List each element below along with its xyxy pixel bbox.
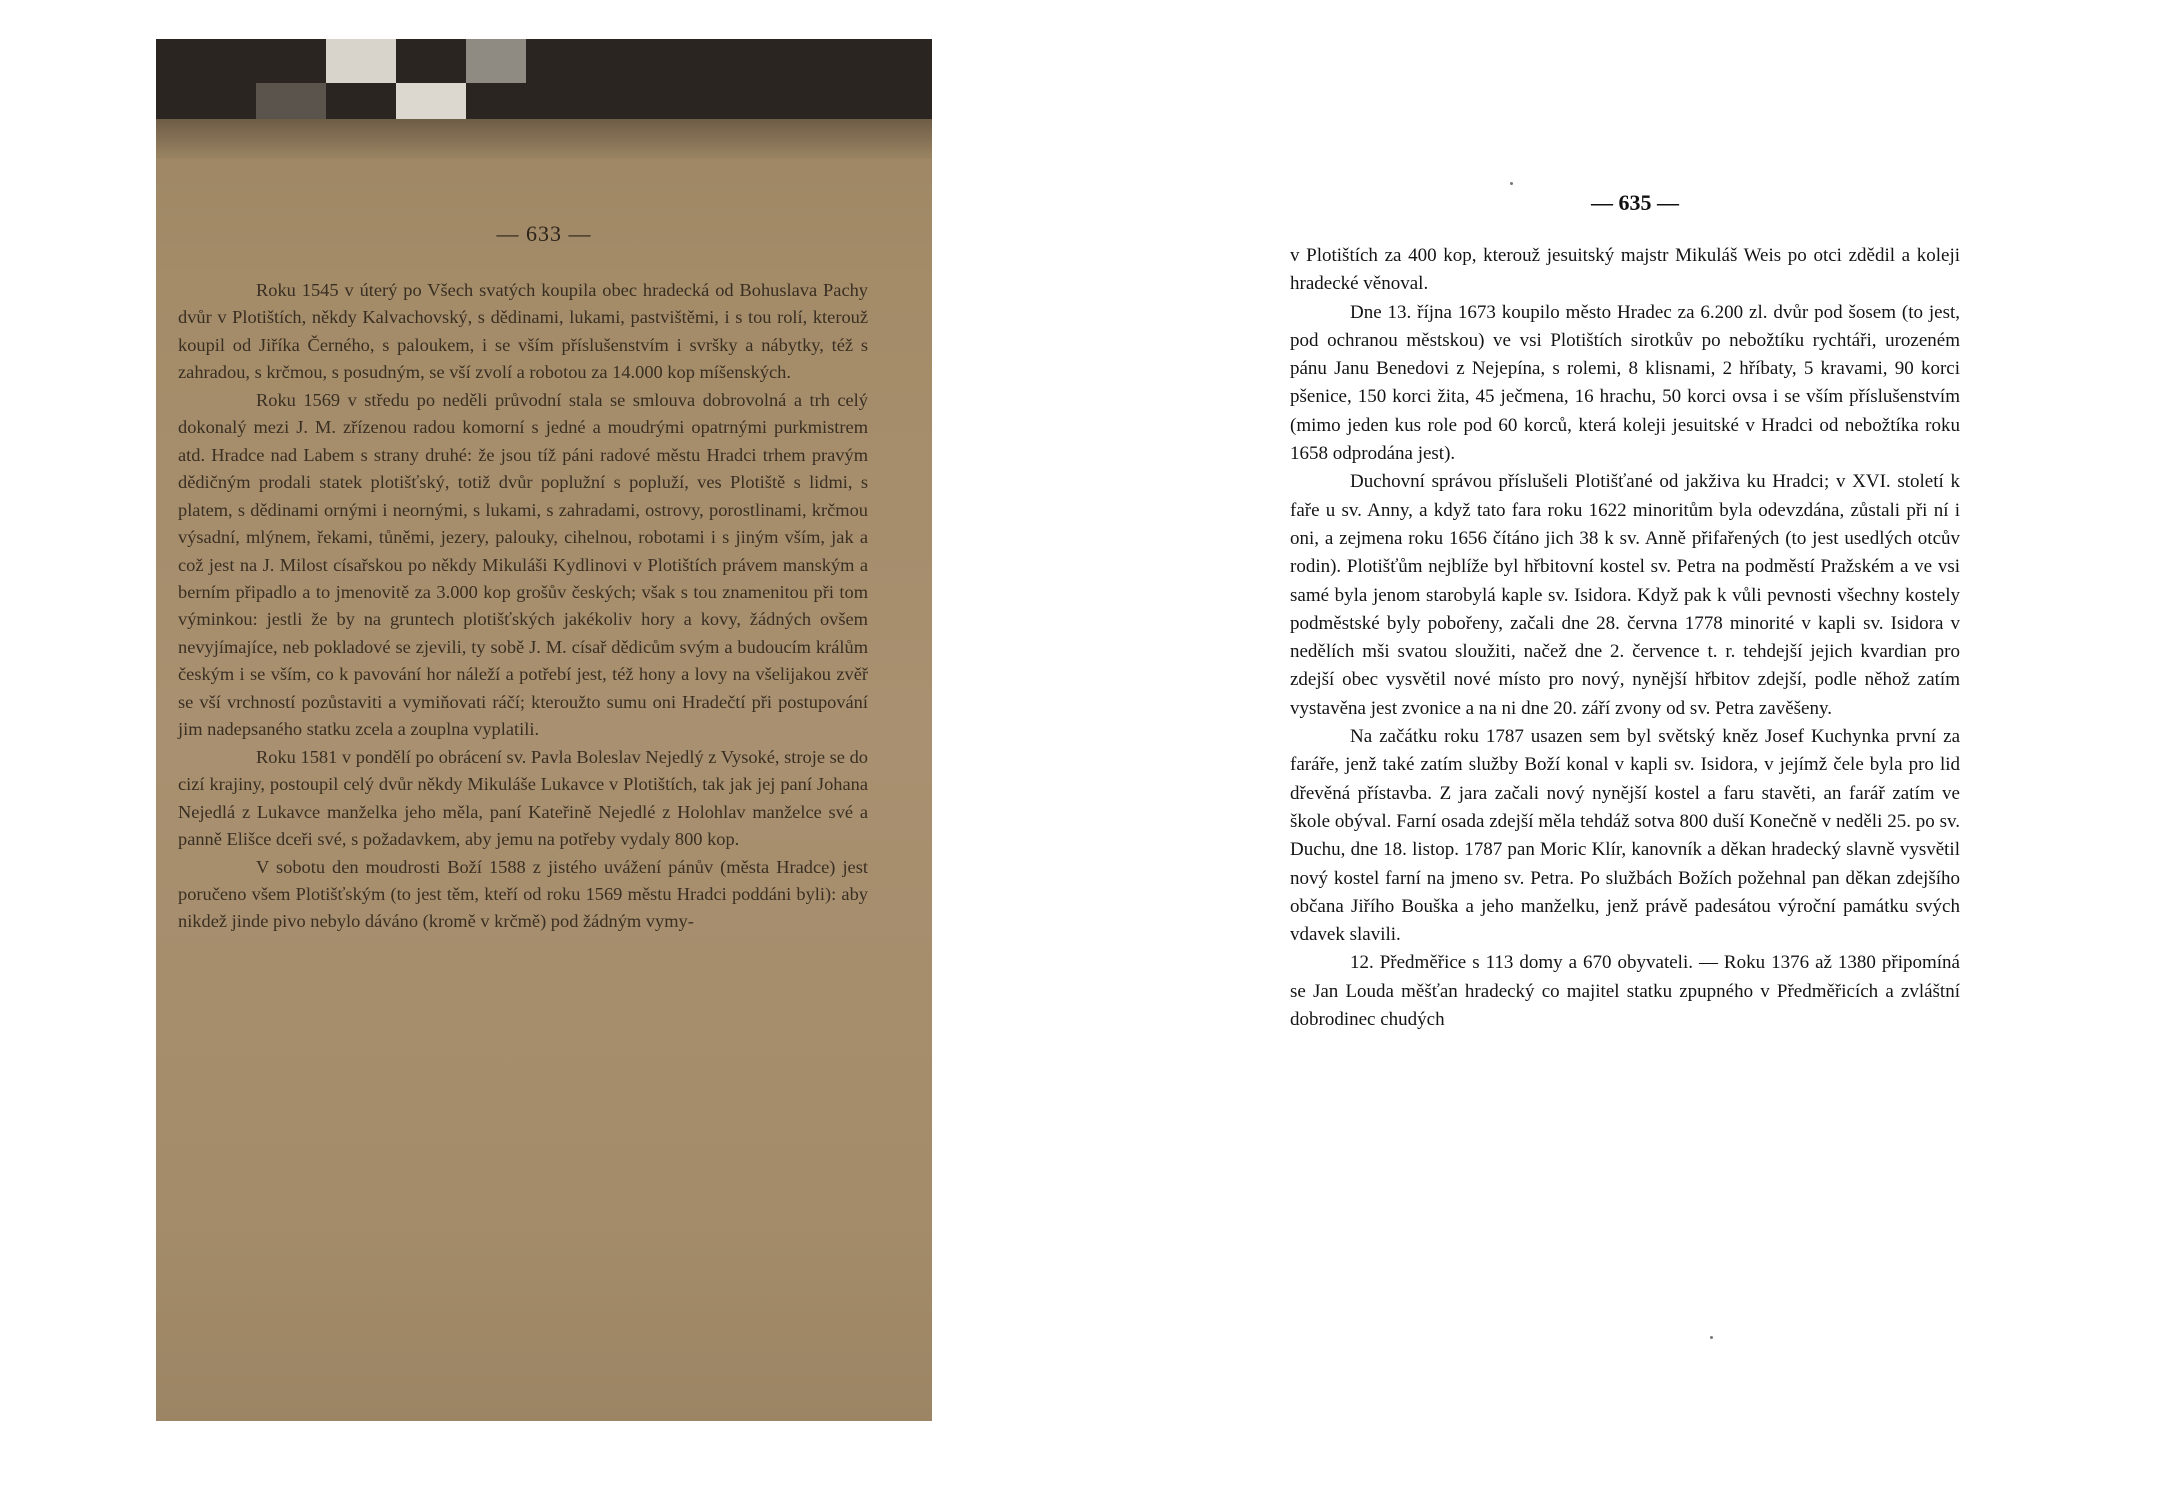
speck — [1710, 1336, 1713, 1339]
right-page-number: — 635 — — [1591, 190, 1679, 215]
right-paragraph-4: Na začátku roku 1787 usazen sem byl světský kněz Josef Kuchynka první za faráře, jenž také zatím služby Boží konal v kapli sv. Isidora, v jejímž čele byla pro lid dřevěná přístavba. Z jara začali nový nynější kostel a faru stavěti, an farář zatím ve škole obýval. Farní osada zdejší měla tehdáž sotva 800 duší Konečně v neděli 25. po sv. Duchu, dne 18. listop. 1787 pan Moric Klír, kanovník a děkan hradecký slavně vysvětil nový kostel farní na jmeno sv. Petra. Po službách Božích požehnal pan děkan zdejšího občana Jiřího Bouška a jeho manželku, jenž právě padesátou výroční památku svých vdavek slavili. — [1290, 726, 1960, 946]
scan-top-edge — [156, 39, 932, 119]
right-paragraph-3: Duchovní správou příslušeli Plotišťané od jakživa ku Hradci; v XVI. století k faře u sv. Anny, a když tato fara roku 1622 minoritům byla odevzdána, zůstali při ní i oni, a zejmena roku 1656 čítáno jich 38 k sv. Anně přifařených (to jest usedlých otcův rodin). Plotišťům nejblíže byl hřbitovní kostel sv. Petra na podměstí Pražském a ve vsi samé byla jenom starobylá kaple sv. Isidora. Když pak k vůli pevnosti všechny kostely podměstské byly pobořeny, začali dne 28. června 1778 minorité v kapli sv. Isidora v nedělích mši svatou sloužiti, načež dne 2. července t. r. tehdejší jejich kvardian pro zdejší obec vysvětil nové místo pro nový, nynější hřbitov zdejší, podle něhož zatím vystavěna jest zvonice a na ni dne 20. září zvony od sv. Petra zavěšeny. — [1290, 471, 1960, 719]
speck — [1510, 182, 1513, 185]
left-paragraph-3: Roku 1581 v pondělí po obrácení sv. Pavla Boleslav Nejedlý z Vysoké, stroje se do cizí krajiny, postoupil celý dvůr někdy Mikuláše Lukavce v Plotištích, tak jak jej paní Johana Nejedlá z Lukavce manželka jeho měla, paní Kateřině Nejedlé z Holohlav manželce své a panně Elišce dceři své, s požadavkem, aby jemu na potřeby vydaly 800 kop. — [178, 746, 868, 850]
left-scanned-page — [156, 39, 932, 1421]
left-paragraph-2: Roku 1569 v středu po neděli průvodní stala se smlouva dobrovolná a trh celý dokonalý mezi J. M. zřízenou radou komorní s jedné a moudrými opatrnými purkmistrem atd. Hradce nad Labem s strany druhé: že jsou tíž páni radové městu Hradci trhem pravým dědičným prodali statek plotišťský, totiž dvůr poplužní s popluží, ves Plotiště s lidmi, s platem, s dědinami ornými i neornými, s lukami, s zahradami, ostrovy, porostlinami, krčmou výsadní, mlýnem, řekami, tůněmi, jezery, palouky, cihelnou, robotami i s jiným vším, jak a což jest na J. Milost císařskou po někdy Mikuláši Kydlinovi v Plotištích právem manským a berním připadlo a to jmenovitě za 3.000 kop grošův českých; však s tou znamenitou při tom výminkou: jestli že by na gruntech plotišťských jakékoliv hory a kovy, žádných ovšem nevyjímajíce, neb pokladové se zjevili, ty sobě J. M. císař dědicům svým a budoucím králům českým i se vším, co k pavování hor náleží a potřebí jest, též hony a lovy na všelijakou zvěř se vší vrchností pozůstaviti a vymiňovati ráčí; kteroužto sumu oni Hradečtí při postupování jim nadepsaného statku zcela a zouplna vyplatili. — [178, 389, 868, 740]
left-page-text — [178, 277, 868, 936]
right-paragraph-5: 12. Předměřice s 113 domy a 670 obyvateli. — Roku 1376 až 1380 připomíná se Jan Louda měšťan hradecký co majitel statku zpupného v Předměřicích a zvláštní dobrodinec chudých — [1290, 952, 1960, 1031]
scan-shadow — [156, 119, 932, 159]
right-page — [1290, 190, 1960, 1310]
left-paragraph-1: Roku 1545 v úterý po Všech svatých koupila obec hradecká od Bohuslava Pachy dvůr v Plotištích, někdy Kalvachovský, s dědinami, lukami, pastvištěmi, i s tou rolí, kterouž koupil od Jiříka Černého, s paloukem, i se vším příslušenstvím i svršky a nábytky, též s zahradou, s krčmou, s posudným, se vší zvolí a robotou za 14.000 kop míšenských. — [178, 280, 868, 383]
right-paragraph-2: Dne 13. října 1673 koupilo město Hradec za 6.200 zl. dvůr pod šosem (to jest, pod ochranou městskou) ve vsi Plotištích sirotkův po nebožtíku rychtáři, urozeném pánu Janu Benedovi z Nejepína, s rolemi, 8 klisnami, 2 hříbaty, 5 kravami, 90 korci pšenice, 150 korci žita, 45 ječmena, 16 hrachu, 50 korci ovsa i se vším příslušenstvím (mimo jeden kus role pod 60 korců, která koleji jesuitské v Hradci od nebožtíka roku 1658 odprodána jest). — [1290, 301, 1960, 465]
right-page-text — [1290, 242, 1960, 1034]
left-paragraph-4: V sobotu den moudrosti Boží 1588 z jistého uvážení pánův (města Hradce) jest poručeno všem Plotišťským (to jest těm, kteří od roku 1569 městu Hradci poddáni byli): aby nikdež jinde pivo nebylo dáváno (kromě v krčmě) pod žádným vymy- — [178, 856, 868, 932]
right-paragraph-1: v Plotištích za 400 kop, kterouž jesuitský majstr Mikuláš Weis po otci zdědil a koleji hradecké věnoval. — [1290, 245, 1960, 295]
left-page-number: — 633 — — [496, 221, 592, 246]
